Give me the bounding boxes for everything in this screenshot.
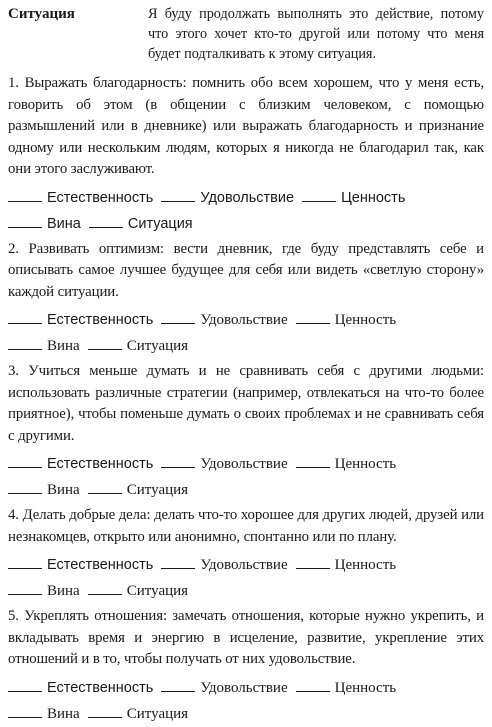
guilt-blank[interactable]: [8, 703, 42, 718]
naturalness-blank[interactable]: [8, 677, 42, 692]
situation-blank[interactable]: [89, 213, 123, 228]
activity-item-4: [8, 505, 484, 604]
pleasure-label: Удовольствие: [200, 679, 288, 696]
situation-blank[interactable]: [88, 580, 122, 595]
situation-label: Ситуация: [126, 583, 189, 599]
pleasure-label: Удовольствие: [200, 557, 288, 573]
rating-row-primary: [8, 451, 484, 477]
worksheet-page: [8, 4, 484, 727]
value-blank[interactable]: [296, 677, 330, 692]
naturalness-blank[interactable]: [8, 554, 42, 569]
value-blank[interactable]: [296, 453, 330, 468]
rating-row-primary: [8, 552, 484, 578]
rating-row-primary: [8, 307, 484, 333]
situation-label: Ситуация: [126, 482, 189, 498]
rating-row-secondary: [8, 211, 484, 237]
value-label: Ценность: [334, 456, 397, 472]
activity-item-1: [8, 73, 484, 237]
naturalness-label: Естественность: [47, 679, 154, 696]
value-blank[interactable]: [296, 309, 330, 324]
guilt-blank[interactable]: [8, 335, 42, 350]
guilt-label: Вина: [47, 705, 80, 722]
naturalness-label: Естественность: [47, 557, 154, 573]
pleasure-label: Удовольствие: [200, 189, 295, 206]
pleasure-label: Удовольствие: [200, 456, 288, 472]
value-label: Ценность: [334, 679, 397, 696]
naturalness-blank[interactable]: [8, 187, 42, 202]
situation-header: [8, 4, 484, 64]
situation-label: Ситуация: [126, 705, 189, 722]
guilt-blank[interactable]: [8, 213, 42, 228]
naturalness-label: Естественность: [47, 456, 154, 472]
value-label: Ценность: [334, 312, 397, 328]
naturalness-blank[interactable]: [8, 309, 42, 324]
guilt-label: Вина: [47, 583, 80, 599]
naturalness-label: Естественность: [47, 189, 154, 206]
pleasure-label: Удовольствие: [200, 312, 288, 328]
activity-item-2: [8, 239, 484, 360]
rating-row-secondary: [8, 333, 484, 359]
rating-row-secondary: [8, 477, 484, 503]
value-blank[interactable]: [296, 554, 330, 569]
situation-description: Я буду продолжать выполнять это действие, потому что этого хочет кто-то другой или потому что меня будет подталкивать к этому ситуация.: [148, 6, 484, 62]
naturalness-label: Естественность: [47, 312, 154, 328]
guilt-blank[interactable]: [8, 580, 42, 595]
activity-text: 4. Делать добрые дела: делать что-то хорошее для других людей, друзей или незнакомцев, открыто или анонимно, спонтанно или по плану.: [8, 507, 484, 545]
situation-blank[interactable]: [88, 703, 122, 718]
guilt-label: Вина: [47, 338, 80, 354]
value-blank[interactable]: [302, 187, 336, 202]
activity-text: 3. Учиться меньше думать и не сравнивать себя с другими людьми: использовать различные стратегии (например, отвлекаться на что-то более приятное), чтобы поменьше думать о своих проблемах и не сравнивать себя с другими.: [8, 363, 484, 444]
guilt-blank[interactable]: [8, 479, 42, 494]
value-label: Ценность: [341, 189, 406, 206]
pleasure-blank[interactable]: [161, 187, 195, 202]
situation-heading: Ситуация: [8, 6, 75, 22]
situation-blank[interactable]: [88, 479, 122, 494]
pleasure-blank[interactable]: [161, 554, 195, 569]
guilt-label: Вина: [47, 215, 81, 232]
activity-item-5: [8, 606, 484, 727]
situation-blank[interactable]: [88, 335, 122, 350]
naturalness-blank[interactable]: [8, 453, 42, 468]
rating-row-secondary: [8, 701, 484, 727]
pleasure-blank[interactable]: [161, 309, 195, 324]
activity-text: 5. Укреплять отношения: замечать отношения, которые нужно укрепить, и вкладывать время и энергию в исцеление, развитие, укрепление этих отношений и в то, чтобы получать от них удовольствие.: [8, 608, 484, 667]
rating-row-primary: [8, 185, 484, 211]
activity-text: 2. Развивать оптимизм: вести дневник, где буду представлять себе и описывать самое лучшее будущее для себя или видеть «светлую сторону» каждой ситуации.: [8, 240, 484, 300]
activity-text: 1. Выражать благодарность: помнить обо всем хорошем, что у меня есть, говорить об этом (в общении с близким человеком, с помощью размышлений или в дневнике) или выражать благодарность и признание одному или нескольким людям, которых я никогда не благодарил так, как они этого заслуживают.: [8, 75, 484, 177]
rating-row-secondary: [8, 578, 484, 604]
situation-label: Ситуация: [126, 338, 189, 354]
situation-label: Ситуация: [127, 215, 193, 232]
pleasure-blank[interactable]: [161, 677, 195, 692]
rating-row-primary: [8, 675, 484, 701]
activity-item-3: [8, 361, 484, 503]
guilt-label: Вина: [47, 482, 80, 498]
value-label: Ценность: [334, 557, 397, 573]
pleasure-blank[interactable]: [161, 453, 195, 468]
